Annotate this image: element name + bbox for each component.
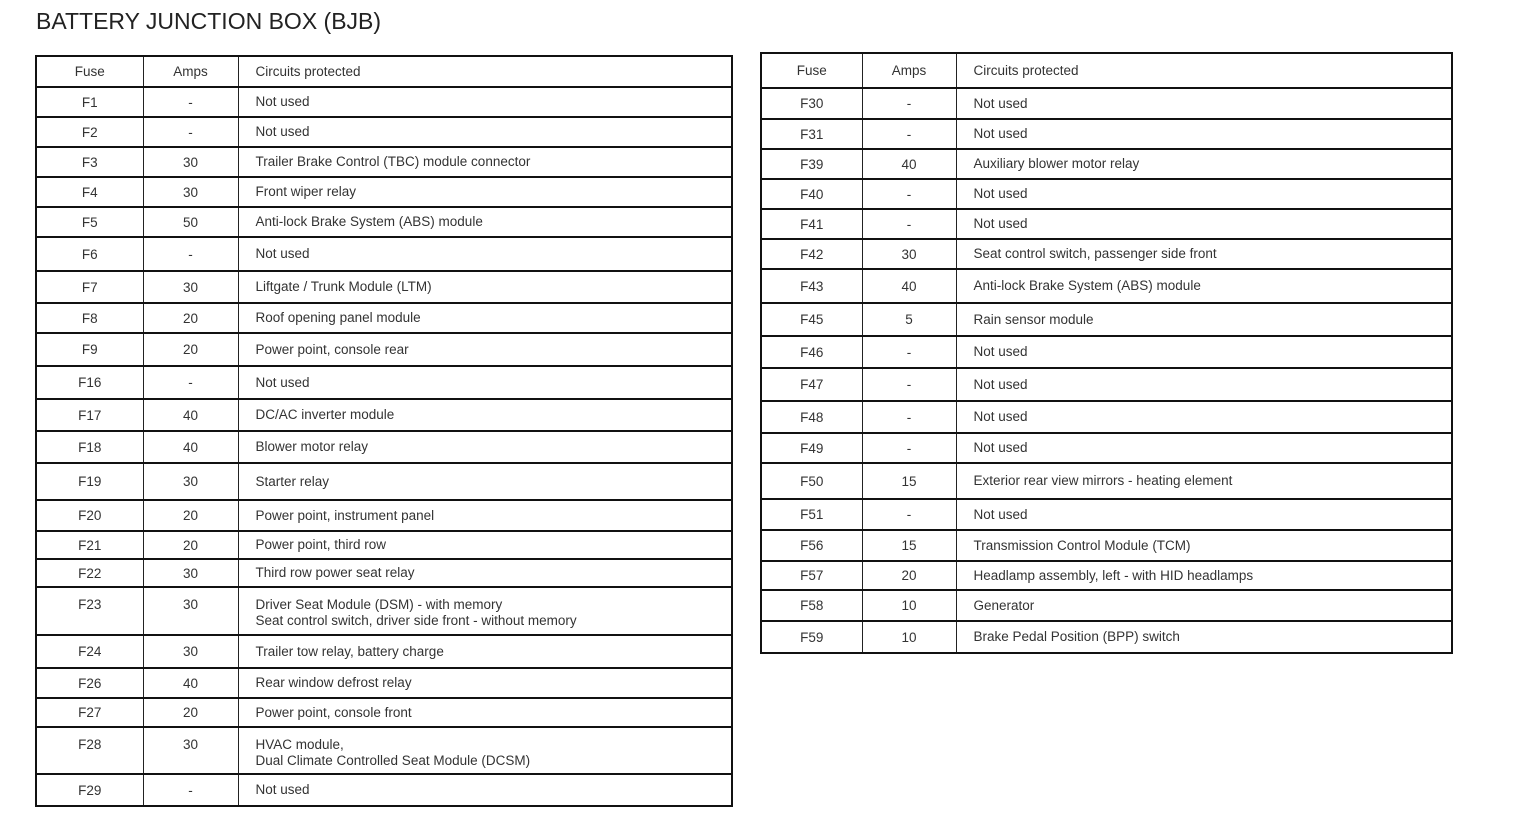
circuits-cell: Not used bbox=[956, 499, 1452, 530]
circuits-cell: Front wiper relay bbox=[238, 177, 732, 207]
amps-cell: - bbox=[143, 237, 238, 271]
header-fuse: Fuse bbox=[36, 56, 143, 87]
header-circuits: Circuits protected bbox=[238, 56, 732, 87]
circuits-cell: Trailer tow relay, battery charge bbox=[238, 635, 732, 668]
amps-cell: 30 bbox=[143, 147, 238, 177]
fuse-cell: F2 bbox=[36, 117, 143, 147]
circuits-cell: Rear window defrost relay bbox=[238, 668, 732, 698]
circuits-cell: Anti-lock Brake System (ABS) module bbox=[238, 207, 732, 237]
amps-cell: - bbox=[862, 88, 956, 119]
circuits-cell: Power point, console rear bbox=[238, 333, 732, 366]
table-row bbox=[36, 271, 732, 303]
amps-cell: 30 bbox=[143, 463, 238, 500]
amps-cell: 20 bbox=[143, 698, 238, 727]
amps-cell: 15 bbox=[862, 463, 956, 499]
circuits-cell: Transmission Control Module (TCM) bbox=[956, 530, 1452, 561]
circuits-cell: Rain sensor module bbox=[956, 303, 1452, 336]
amps-cell: 40 bbox=[862, 149, 956, 179]
amps-cell: 40 bbox=[862, 269, 956, 303]
amps-cell: - bbox=[862, 401, 956, 433]
table-row bbox=[761, 149, 1452, 179]
table-row bbox=[36, 727, 732, 774]
table-row bbox=[36, 463, 732, 500]
table-row bbox=[761, 561, 1452, 590]
header-circuits: Circuits protected bbox=[956, 53, 1452, 88]
amps-cell: - bbox=[862, 179, 956, 209]
table-row bbox=[36, 698, 732, 727]
fuse-cell: F27 bbox=[36, 698, 143, 727]
amps-cell: - bbox=[143, 366, 238, 399]
amps-cell: 20 bbox=[143, 303, 238, 333]
amps-cell: 5 bbox=[862, 303, 956, 336]
circuits-cell: Not used bbox=[956, 336, 1452, 368]
fuse-cell: F29 bbox=[36, 774, 143, 806]
table-row bbox=[761, 530, 1452, 561]
amps-cell: 20 bbox=[143, 531, 238, 559]
table-row bbox=[36, 774, 732, 806]
table-row bbox=[36, 237, 732, 271]
table-row bbox=[36, 333, 732, 366]
fuse-cell: F17 bbox=[36, 399, 143, 431]
amps-cell: 50 bbox=[143, 207, 238, 237]
fuse-cell: F5 bbox=[36, 207, 143, 237]
table-row bbox=[761, 433, 1452, 463]
circuits-cell: Liftgate / Trunk Module (LTM) bbox=[238, 271, 732, 303]
amps-cell: - bbox=[862, 368, 956, 401]
circuits-cell: Starter relay bbox=[238, 463, 732, 500]
fuse-cell: F18 bbox=[36, 431, 143, 463]
fuse-cell: F49 bbox=[761, 433, 862, 463]
fuse-cell: F16 bbox=[36, 366, 143, 399]
table-row bbox=[36, 366, 732, 399]
circuits-cell: Power point, instrument panel bbox=[238, 500, 732, 531]
header-amps: Amps bbox=[143, 56, 238, 87]
amps-cell: 20 bbox=[143, 500, 238, 531]
table-row bbox=[36, 559, 732, 587]
table-row bbox=[761, 269, 1452, 303]
fuse-cell: F22 bbox=[36, 559, 143, 587]
amps-cell: 40 bbox=[143, 431, 238, 463]
circuits-cell: Exterior rear view mirrors - heating element bbox=[956, 463, 1452, 499]
circuits-cell: Roof opening panel module bbox=[238, 303, 732, 333]
table-row bbox=[761, 499, 1452, 530]
table-row bbox=[36, 303, 732, 333]
circuits-cell: Not used bbox=[956, 119, 1452, 149]
circuits-cell: Not used bbox=[956, 209, 1452, 239]
fuse-cell: F8 bbox=[36, 303, 143, 333]
table-row bbox=[761, 590, 1452, 621]
fuse-cell: F28 bbox=[36, 727, 143, 774]
circuits-cell: Auxiliary blower motor relay bbox=[956, 149, 1452, 179]
fuse-cell: F30 bbox=[761, 88, 862, 119]
fuse-cell: F24 bbox=[36, 635, 143, 668]
fuse-cell: F46 bbox=[761, 336, 862, 368]
fuse-cell: F45 bbox=[761, 303, 862, 336]
circuits-cell: Not used bbox=[956, 368, 1452, 401]
table-row bbox=[36, 399, 732, 431]
amps-cell: 10 bbox=[862, 621, 956, 653]
table-row bbox=[36, 207, 732, 237]
table-row bbox=[761, 368, 1452, 401]
fuse-cell: F40 bbox=[761, 179, 862, 209]
circuits-cell: Not used bbox=[956, 401, 1452, 433]
circuits-cell: DC/AC inverter module bbox=[238, 399, 732, 431]
table-row bbox=[761, 209, 1452, 239]
fuse-cell: F42 bbox=[761, 239, 862, 269]
fuse-cell: F6 bbox=[36, 237, 143, 271]
fuse-cell: F39 bbox=[761, 149, 862, 179]
table-row bbox=[36, 117, 732, 147]
amps-cell: 15 bbox=[862, 530, 956, 561]
circuits-cell: Generator bbox=[956, 590, 1452, 621]
fuse-table-right bbox=[760, 52, 1453, 654]
circuits-cell: Not used bbox=[238, 774, 732, 806]
amps-cell: - bbox=[862, 499, 956, 530]
amps-cell: - bbox=[862, 336, 956, 368]
amps-cell: 30 bbox=[143, 635, 238, 668]
amps-cell: - bbox=[862, 209, 956, 239]
table-row bbox=[36, 431, 732, 463]
fuse-cell: F21 bbox=[36, 531, 143, 559]
fuse-cell: F56 bbox=[761, 530, 862, 561]
amps-cell: 40 bbox=[143, 668, 238, 698]
fuse-cell: F7 bbox=[36, 271, 143, 303]
circuits-cell: Power point, console front bbox=[238, 698, 732, 727]
table-row bbox=[36, 635, 732, 668]
amps-cell: - bbox=[862, 119, 956, 149]
table-row bbox=[761, 88, 1452, 119]
fuse-cell: F43 bbox=[761, 269, 862, 303]
header-amps: Amps bbox=[862, 53, 956, 88]
amps-cell: - bbox=[143, 87, 238, 117]
circuits-cell: Seat control switch, passenger side front bbox=[956, 239, 1452, 269]
amps-cell: 30 bbox=[143, 177, 238, 207]
fuse-cell: F20 bbox=[36, 500, 143, 531]
fuse-cell: F9 bbox=[36, 333, 143, 366]
circuits-cell: Blower motor relay bbox=[238, 431, 732, 463]
amps-cell: - bbox=[862, 433, 956, 463]
circuits-cell: Not used bbox=[238, 366, 732, 399]
table-row bbox=[36, 147, 732, 177]
table-row bbox=[36, 87, 732, 117]
circuits-cell: Power point, third row bbox=[238, 531, 732, 559]
amps-cell: 20 bbox=[143, 333, 238, 366]
amps-cell: 40 bbox=[143, 399, 238, 431]
amps-cell: 30 bbox=[862, 239, 956, 269]
fuse-cell: F41 bbox=[761, 209, 862, 239]
table-row bbox=[761, 401, 1452, 433]
fuse-cell: F48 bbox=[761, 401, 862, 433]
circuits-cell: Not used bbox=[956, 179, 1452, 209]
fuse-cell: F47 bbox=[761, 368, 862, 401]
fuse-cell: F3 bbox=[36, 147, 143, 177]
table-row bbox=[36, 500, 732, 531]
fuse-cell: F59 bbox=[761, 621, 862, 653]
table-row bbox=[761, 621, 1452, 653]
table-row bbox=[761, 179, 1452, 209]
amps-cell: 30 bbox=[143, 271, 238, 303]
table-row bbox=[761, 303, 1452, 336]
fuse-cell: F19 bbox=[36, 463, 143, 500]
amps-cell: 30 bbox=[143, 559, 238, 587]
table-row bbox=[761, 239, 1452, 269]
circuits-cell: Anti-lock Brake System (ABS) module bbox=[956, 269, 1452, 303]
fuse-cell: F58 bbox=[761, 590, 862, 621]
header-fuse: Fuse bbox=[761, 53, 862, 88]
amps-cell: 20 bbox=[862, 561, 956, 590]
circuits-cell: HVAC module, Dual Climate Controlled Seat Module (DCSM) bbox=[238, 727, 732, 774]
circuits-cell: Trailer Brake Control (TBC) module connector bbox=[238, 147, 732, 177]
circuits-cell: Brake Pedal Position (BPP) switch bbox=[956, 621, 1452, 653]
page-title: BATTERY JUNCTION BOX (BJB) bbox=[36, 8, 382, 34]
table-row bbox=[36, 531, 732, 559]
table-row bbox=[761, 336, 1452, 368]
fuse-table-left bbox=[35, 55, 733, 807]
fuse-cell: F23 bbox=[36, 587, 143, 635]
fuse-cell: F31 bbox=[761, 119, 862, 149]
amps-cell: 30 bbox=[143, 727, 238, 774]
fuse-cell: F57 bbox=[761, 561, 862, 590]
fuse-cell: F50 bbox=[761, 463, 862, 499]
fuse-cell: F51 bbox=[761, 499, 862, 530]
circuits-cell: Not used bbox=[238, 237, 732, 271]
circuits-cell: Not used bbox=[956, 433, 1452, 463]
circuits-cell: Headlamp assembly, left - with HID headlamps bbox=[956, 561, 1452, 590]
amps-cell: 10 bbox=[862, 590, 956, 621]
table-row bbox=[36, 177, 732, 207]
circuits-cell: Not used bbox=[956, 88, 1452, 119]
table-row bbox=[36, 668, 732, 698]
amps-cell: - bbox=[143, 774, 238, 806]
table-row bbox=[761, 463, 1452, 499]
table-row bbox=[761, 119, 1452, 149]
amps-cell: 30 bbox=[143, 587, 238, 635]
circuits-cell: Not used bbox=[238, 87, 732, 117]
circuits-cell: Third row power seat relay bbox=[238, 559, 732, 587]
table-row bbox=[36, 587, 732, 635]
amps-cell: - bbox=[143, 117, 238, 147]
circuits-cell: Not used bbox=[238, 117, 732, 147]
fuse-cell: F26 bbox=[36, 668, 143, 698]
circuits-cell: Driver Seat Module (DSM) - with memory Seat control switch, driver side front - without memory bbox=[238, 587, 732, 635]
fuse-cell: F4 bbox=[36, 177, 143, 207]
fuse-cell: F1 bbox=[36, 87, 143, 117]
